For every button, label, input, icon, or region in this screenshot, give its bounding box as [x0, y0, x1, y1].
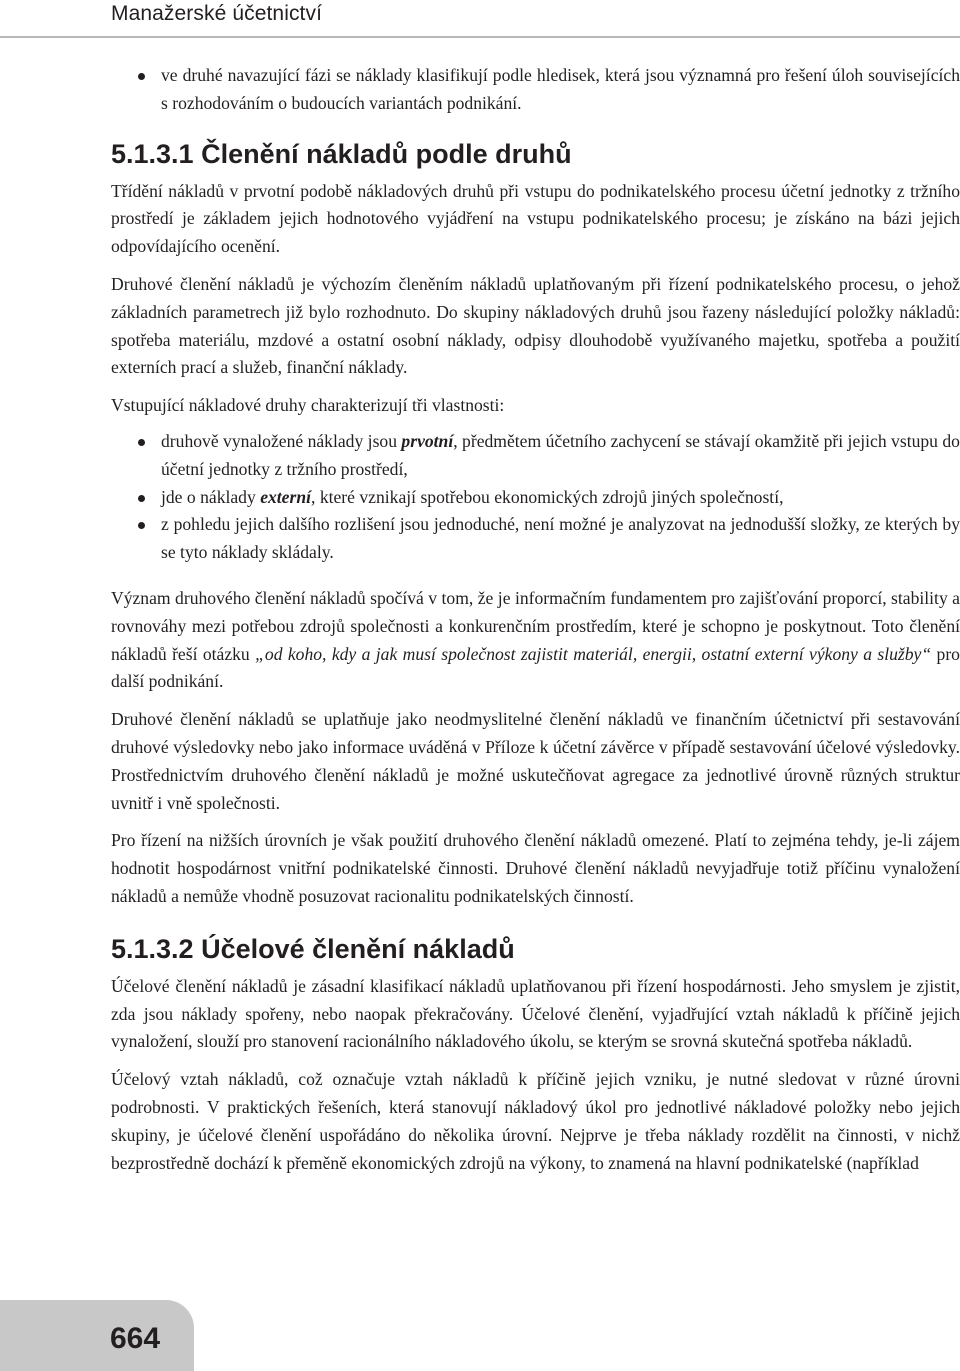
- emphasis-term: prvotní: [401, 430, 454, 451]
- bullet-icon: [138, 73, 145, 80]
- paragraph: Druhové členění nákladů se uplatňuje jako neodmyslitelné členění nákladů ve finančním účetnictví při sestavování druhové výsledovky nebo jako informace uváděná v Příloze k účetní závěrce v případě sestavování účelové výsledovky. Prostřednictvím druhového členění nákladů je možné uskutečňovat agregace za jednotlivé úrovně různých struktur uvnitř i vně společnosti.: [111, 709, 960, 813]
- bullet-icon: [138, 522, 145, 529]
- paragraph: Pro řízení na nižších úrovních je však použití druhového členění nákladů omezené. Platí to zejména tehdy, je-li zájem hodnotit hospodárnost vnitřní podnikatelské činnosti. Druhové členění nákladů nevyjadřuje totiž příčinu vynaložení nákladů a nemůže vhodně posuzovat racionalitu podnikatelských činností.: [111, 830, 960, 906]
- emphasis-term: externí: [260, 486, 312, 507]
- list-item-text: , předmětem účetního zachycení se stávají okamžitě při jejich vstupu do účetní jednotky z tržního prostředí,: [161, 430, 960, 479]
- list-item-text: ve druhé navazující fázi se náklady klasifikují podle hledisek, která jsou významná pro řešení úloh souvisejících s rozhodováním o budoucích variantách podnikání.: [161, 65, 960, 113]
- properties-bullet-list: [111, 428, 960, 567]
- list-item-text: z pohledu jejich dalšího rozlišení jsou jednoduché, není možné je analyzovat na jednodušší složky, ze kterých by se tyto náklady skládaly.: [161, 514, 960, 563]
- bullet-icon: [138, 495, 145, 502]
- bullet-icon: [138, 439, 145, 446]
- paragraph: Účelové členění nákladů je zásadní klasifikací nákladů uplatňovanou při řízení hospodárnosti. Jeho smyslem je zjistit, zda jsou náklady spořeny, nebo naopak překračovány. Účelové členění, vyjadřující vztah nákladů k příčině jejich vynaložení, slouží pro stanovení racionálního nákladového úkolu, se kterým se srovná skutečná spotřeba nákladů.: [111, 975, 960, 1052]
- paragraph-text: pro další podnikání.: [111, 643, 960, 692]
- list-item: [111, 428, 960, 484]
- intro-bullet-list: [111, 62, 960, 118]
- paragraph: Druhové členění nákladů je výchozím členěním nákladů uplatňovaným při řízení podnikatelského procesu, o jehož základních parametrech již bylo rozhodnuto. Do skupiny nákladových druhů jsou řazeny následující položky nákladů: spotřeba materiálu, mzdové a ostatní osobní náklady, odpisy dlouhodobě využívaného majetku, spotřeba a použití externích prací a služeb, finanční náklady.: [111, 273, 960, 378]
- paragraph: Účelový vztah nákladů, což označuje vztah nákladů k příčině jejich vzniku, je nutné sledovat v různé úrovni podrobnosti. V praktických řešeních, která stanovují nákladový úkol pro jednotlivé nákladové položky nebo jejich skupiny, je účelové členění uspořádáno do několika úrovní. Nejprve je třeba náklady rozdělit na činnosti, v nichž bezprostředně dochází k přeměně ekonomických zdrojů na výkony, to znamená na hlavní podnikatelské (například: [111, 1069, 960, 1173]
- italic-quote: „od koho, kdy a jak musí společnost zajistit materiál, energii, ostatní externí výkony a služby“: [255, 643, 932, 664]
- section-heading-5-1-3-2: 5.1.3.2 Účelové členění nákladů: [111, 933, 515, 964]
- paragraph: [111, 585, 960, 696]
- paragraph: Třídění nákladů v prvotní podobě nákladových druhů při vstupu do podnikatelského procesu účetní jednotky z tržního prostředí je základem jejich hodnotového vyjádření na vstupu podnikatelského procesu; je získáno na bázi jejich odpovídajícího ocenění.: [111, 180, 960, 257]
- section-heading-5-1-3-1: 5.1.3.1 Členění nákladů podle druhů: [111, 138, 572, 169]
- running-head: Manažerské účetnictví: [111, 2, 323, 25]
- header-rule: [0, 36, 960, 38]
- list-item: [111, 484, 960, 512]
- list-item: [111, 511, 960, 567]
- list-item-text: , které vznikají spotřebou ekonomických zdrojů jiných společností,: [311, 486, 784, 507]
- page-body: [111, 62, 960, 1177]
- list-item-text: druhově vynaložené náklady jsou: [161, 430, 402, 451]
- paragraph: Vstupující nákladové druhy charakterizují tři vlastnosti:: [111, 395, 505, 416]
- list-item-text: jde o náklady: [161, 486, 261, 507]
- paragraph-text: Význam druhového členění nákladů spočívá v tom, že je informačním fundamentem pro zajišťování proporcí, stability a rovnováhy mezi potřebou zdrojů společnosti a konkurenčním prostředím, které je schopno je poskytnout. Toto členění nákladů řeší otázku: [111, 587, 960, 664]
- list-item: [111, 62, 960, 118]
- page-number: 664: [110, 1322, 161, 1355]
- page-number-tab: [0, 1300, 194, 1371]
